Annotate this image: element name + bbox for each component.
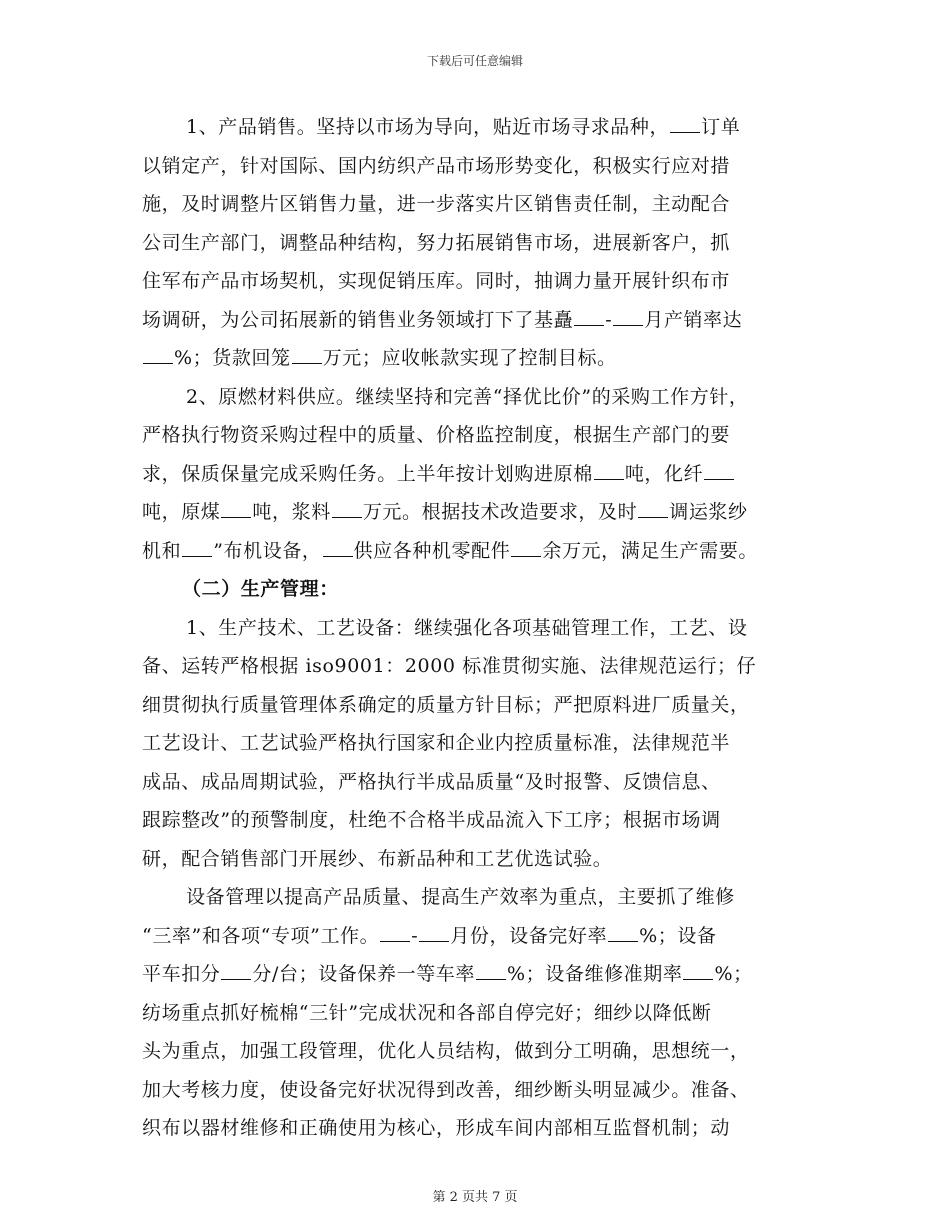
paragraph-line: [142, 763, 822, 802]
text-run: 备、运转严格根据 iso9001：2000 标准贯彻实施、法律规范运行；仔: [142, 655, 757, 677]
text-run: 吨，原煤: [142, 501, 221, 523]
text-run: 研，配合销售部门开展纱、布新品种和工艺优选试验。: [142, 847, 613, 870]
text-run: 供应各种机零配件: [353, 539, 511, 562]
text-run: 以销定产，针对国际、国内纺织产品市场形势变化，积极实行应对措: [142, 154, 731, 177]
fill-blank: [613, 307, 643, 326]
fill-blank: [511, 538, 541, 557]
paragraph-line: [142, 609, 822, 648]
fill-blank: [143, 345, 173, 364]
fill-blank: [323, 538, 353, 557]
text-run: 调运浆纱: [669, 501, 748, 523]
fill-blank: [292, 345, 322, 364]
paragraph-line: [142, 493, 822, 532]
paragraph-line: [142, 147, 822, 186]
paragraph-line: [142, 724, 822, 763]
paragraph-line: [142, 108, 822, 147]
paragraph-line: [142, 378, 822, 417]
paragraph-line: [142, 994, 822, 1033]
fill-blank: [704, 461, 734, 480]
text-run: 严格执行物资采购过程中的质量、价格监控制度，根据生产部门的要: [142, 424, 731, 446]
fill-blank: [332, 499, 362, 518]
fill-blank: [574, 307, 604, 326]
paragraph-line: [142, 185, 822, 224]
text-run: 2、原燃材料供应。继续坚持和完善“择优比价”的采购工作方针，: [186, 385, 749, 408]
text-run: %；设备: [639, 924, 717, 947]
text-run: 求，保质保量完成采购任务。上半年按计划购进原棉: [142, 462, 593, 485]
fill-blank: [638, 499, 668, 518]
paragraph-line: [142, 955, 822, 994]
text-run: ”布机设备，: [213, 539, 322, 562]
text-run: 分/台；设备保养一等车率: [252, 963, 476, 985]
paragraph-line: [142, 1071, 822, 1110]
fill-blank: [670, 114, 700, 133]
paragraph-line: [142, 917, 822, 956]
text-run: 订单: [701, 116, 741, 138]
paragraph-line: [142, 647, 822, 686]
paragraph-line: [142, 1032, 822, 1071]
paragraph-line: [142, 224, 822, 263]
paragraph-line: [142, 301, 822, 340]
text-run: 月份，设备完好率: [450, 924, 608, 947]
fill-blank: [476, 961, 506, 980]
fill-blank: [221, 499, 251, 518]
text-run: 跟踪整改”的预警制度，杜绝不合格半成品流入下工序；根据市场调: [142, 809, 721, 831]
text-run: 纺场重点抓好梳棉“三针”完成状况和各部自停完好；细纱以降低断: [142, 1001, 712, 1024]
text-run: 成品、成品周期试验，严格执行半成品质量“及时报警、反馈信息、: [142, 770, 721, 793]
heading-text: （二）生产管理：: [182, 578, 339, 600]
fill-blank: [221, 961, 251, 980]
text-run: %；: [714, 963, 753, 985]
text-run: 加大考核力度，使设备完好状况得到改善，细纱断头明显减少。准备、: [142, 1078, 750, 1101]
text-run: 工艺设计、工艺试验严格执行国家和企业内控质量标准，法律规范半: [142, 732, 731, 754]
text-run: -: [605, 308, 613, 331]
text-run: 余万元，满足生产需要。: [542, 539, 758, 562]
paragraph-line: [142, 455, 822, 494]
text-run: 织布以器材维修和正确使用为核心，形成车间内部相互监督机制；动: [142, 1117, 731, 1139]
text-run: 机和: [142, 539, 182, 562]
paragraph-line: [142, 686, 822, 725]
text-run: 万元。根据技术改造要求，及时: [362, 501, 638, 523]
text-run: -: [411, 924, 419, 947]
fill-blank: [380, 923, 410, 942]
text-run: 万元；应收帐款实现了控制目标。: [322, 347, 617, 369]
text-run: 月产销率达: [644, 308, 743, 331]
text-run: 施，及时调整片区销售力量，进一步落实片区销售责任制，主动配合: [142, 193, 731, 215]
fill-blank: [683, 961, 713, 980]
text-run: “三率”和各项“专项”工作。: [142, 924, 380, 947]
text-run: 场调研，为公司拓展新的销售业务领域打下了基矗: [142, 308, 574, 331]
fill-blank: [608, 923, 638, 942]
paragraph-line: [142, 801, 822, 840]
paragraph-line: [142, 262, 822, 301]
text-run: 设备管理以提高产品质量、提高生产效率为重点，主要抓了维修: [186, 886, 735, 908]
fill-blank: [594, 461, 624, 480]
text-run: 头为重点，加强工段管理，优化人员结构，做到分工明确，思想统一，: [142, 1040, 750, 1062]
text-run: 平车扣分: [142, 963, 221, 985]
text-run: %；货款回笼: [174, 347, 291, 369]
paragraph-line: [142, 1109, 822, 1148]
text-run: 1、生产技术、工艺设备：继续强化各项基础管理工作，工艺、设: [186, 616, 748, 639]
paragraph-line: [142, 532, 822, 571]
text-run: 公司生产部门，调整品种结构，努力拓展销售市场，进展新客户，抓: [142, 231, 731, 254]
paragraph-line: [142, 339, 822, 378]
page-header: 下载后可任意编辑: [426, 54, 523, 68]
section-heading: [142, 570, 822, 609]
paragraph-line: [142, 416, 822, 455]
text-run: 吨，浆料: [252, 501, 331, 523]
fill-blank: [419, 923, 449, 942]
text-run: 1、产品销售。坚持以市场为导向，贴近市场寻求品种，: [186, 116, 670, 138]
text-run: 住军布产品市场契机，实现促销压库。同时，抽调力量开展针织布市: [142, 270, 731, 292]
text-run: %；设备维修准期率: [507, 963, 683, 985]
page-footer: 第 2 页共 7 页: [432, 1190, 518, 1205]
text-run: 吨，化纤: [624, 462, 704, 485]
paragraph-line: [142, 878, 822, 917]
paragraph-line: [142, 840, 822, 879]
text-run: 细贯彻执行质量管理体系确定的质量方针目标；严把原料进厂质量关，: [142, 693, 750, 716]
fill-blank: [182, 538, 212, 557]
document-body: [142, 108, 822, 1148]
